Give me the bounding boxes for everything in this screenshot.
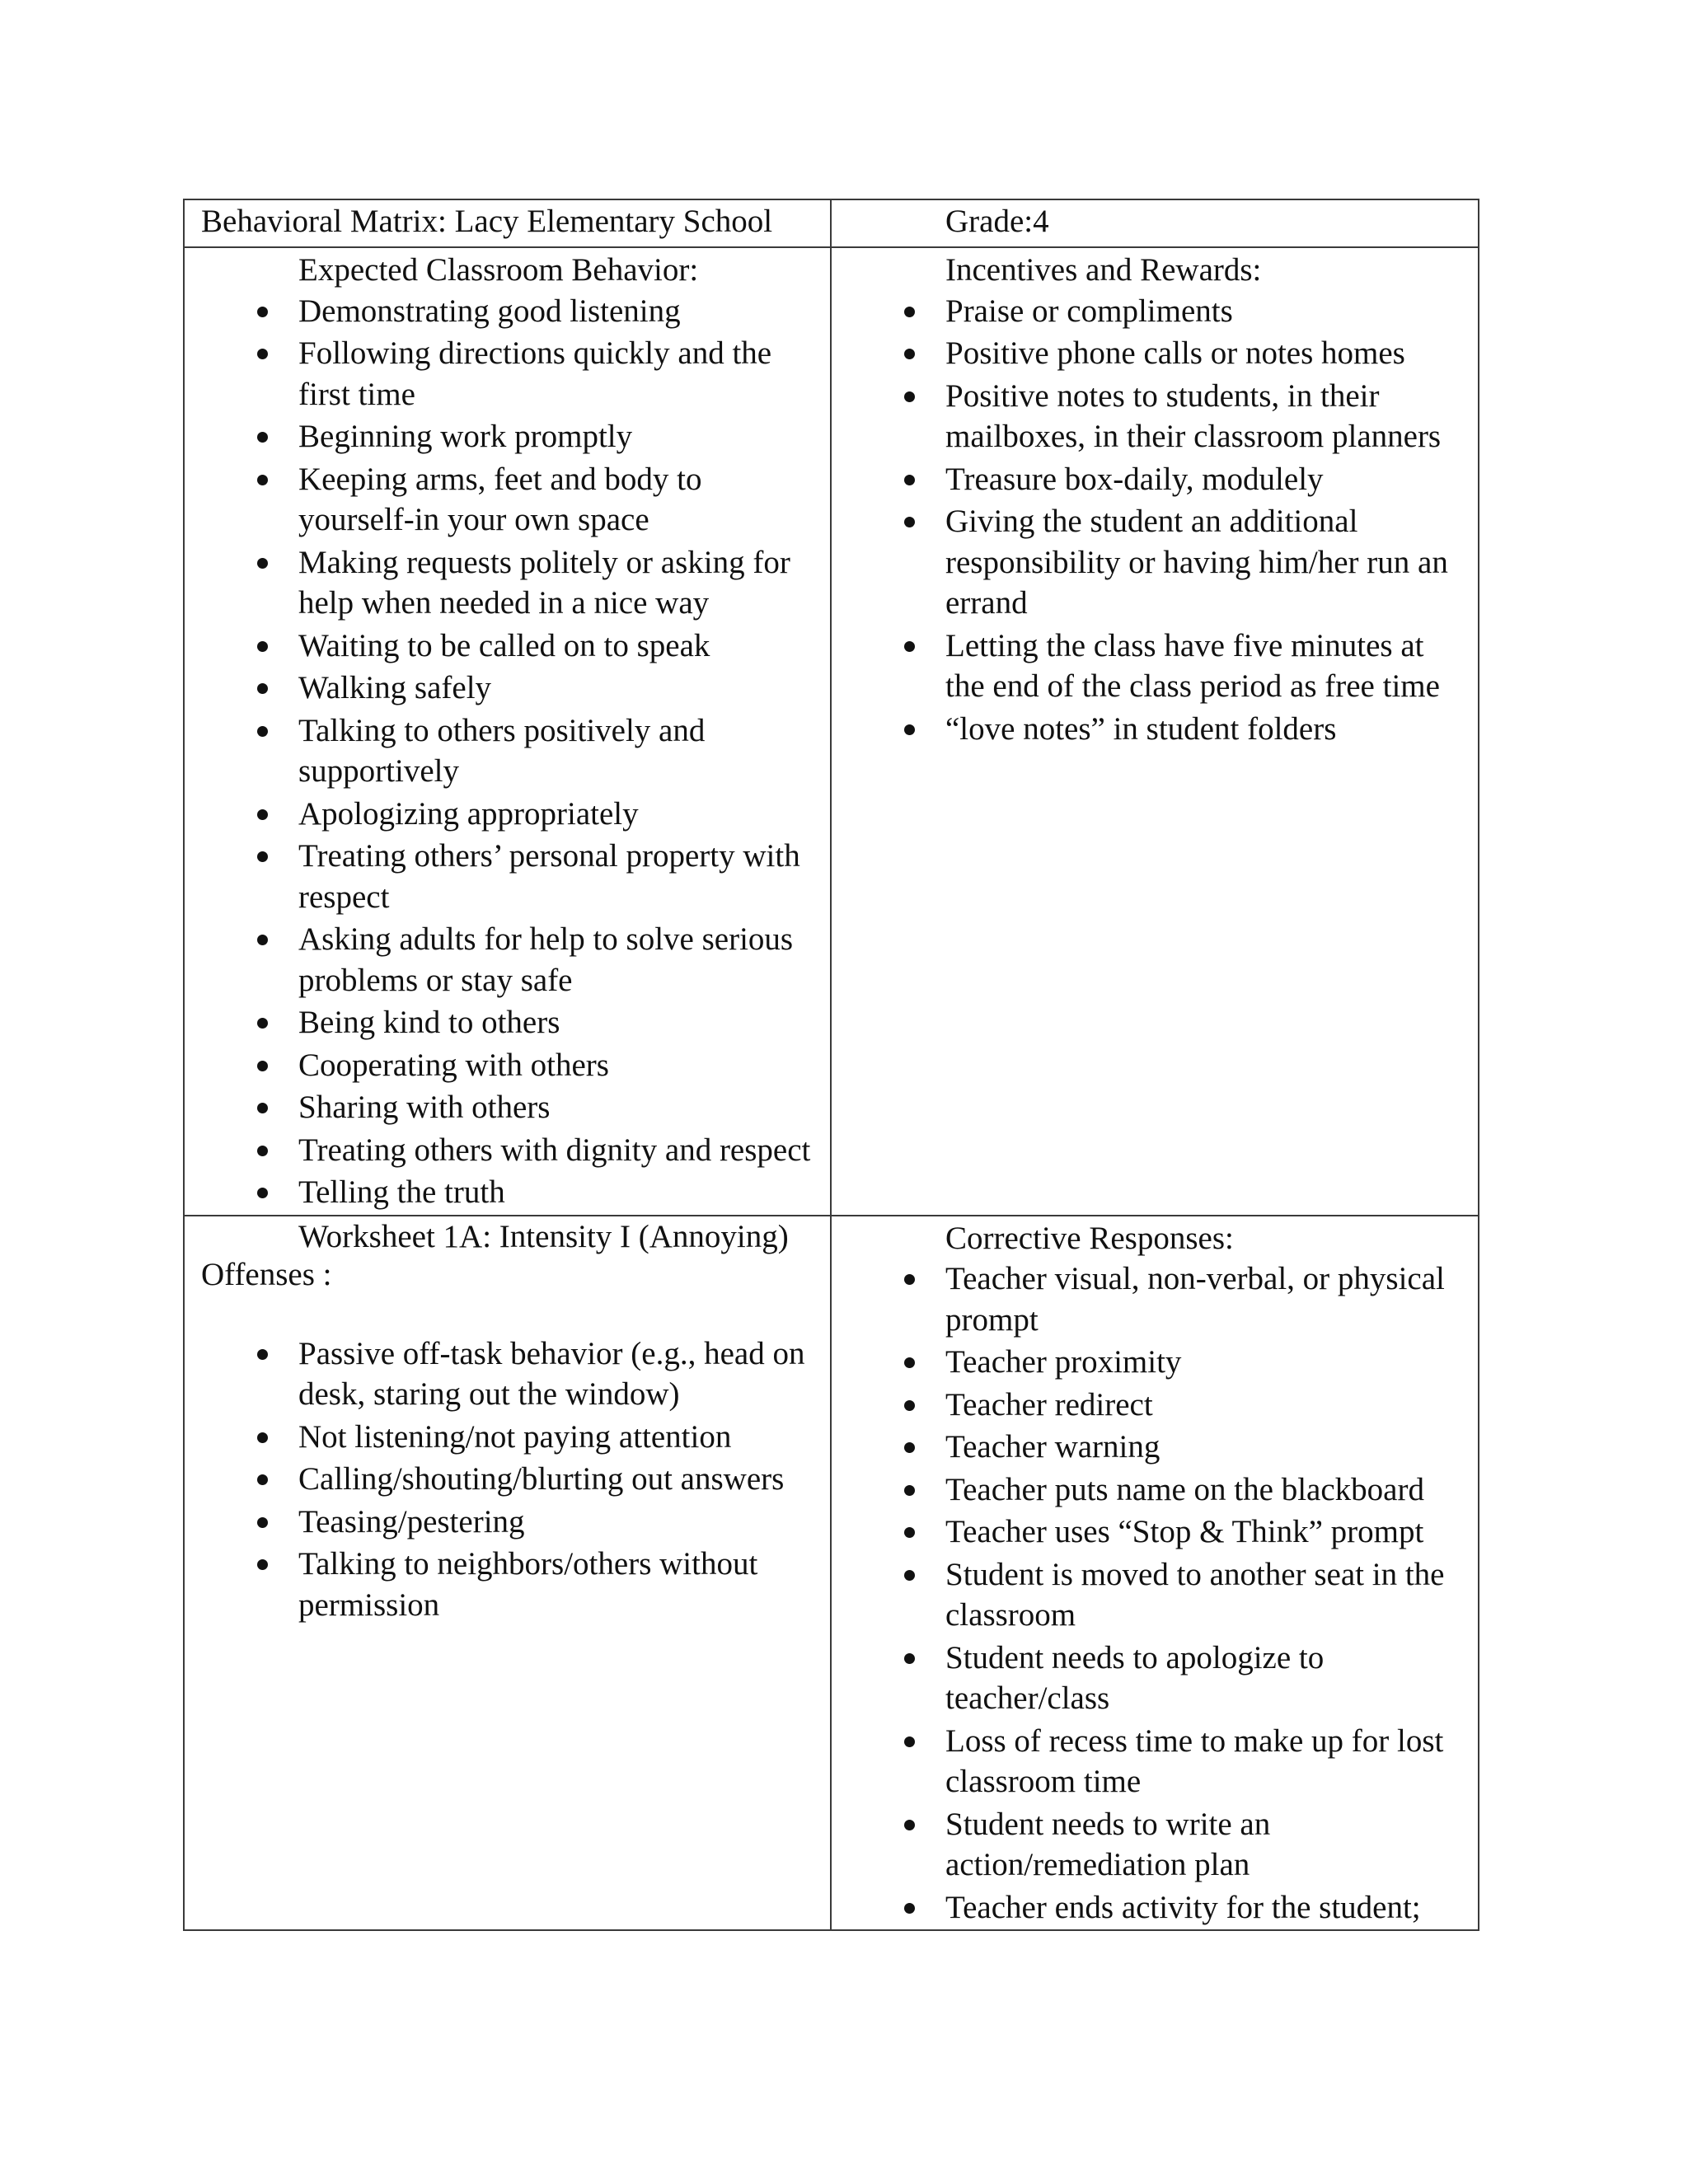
- list-item-text: Treating others with dignity and respect: [298, 1132, 811, 1168]
- list-item-text: Asking adults for help to solve serious problems or stay safe: [298, 921, 794, 998]
- bullet-icon: [904, 1570, 915, 1581]
- list-item: [201, 794, 815, 835]
- bullet-icon: [257, 809, 268, 820]
- list-item: [848, 1804, 1463, 1886]
- expected-behavior-cell: [184, 247, 831, 1216]
- list-item: [201, 1002, 815, 1043]
- bullet-icon: [257, 1188, 268, 1198]
- list-item: [848, 459, 1463, 500]
- incentives-heading: Incentives and Rewards:: [945, 252, 1262, 288]
- bullet-icon: [904, 1527, 915, 1538]
- bullet-icon: [904, 724, 915, 735]
- bullet-icon: [257, 1061, 268, 1071]
- list-item: [201, 542, 815, 624]
- matrix-title: Behavioral Matrix: Lacy Elementary School: [201, 204, 773, 239]
- incentives-list: [848, 291, 1463, 750]
- list-item-text: Following directions quickly and the first time: [298, 335, 772, 412]
- corrective-list: [848, 1258, 1463, 1928]
- expected-behavior-heading: Expected Classroom Behavior:: [298, 252, 699, 288]
- list-item-text: Student needs to apologize to teacher/class: [945, 1639, 1325, 1716]
- list-item: [848, 1721, 1463, 1802]
- bullet-icon: [257, 349, 268, 359]
- bullet-icon: [257, 726, 268, 737]
- grade-label: Grade:4: [945, 204, 1049, 239]
- offenses-spacer: [201, 1294, 815, 1333]
- list-item-text: Being kind to others: [298, 1005, 560, 1040]
- list-item-text: Demonstrating good listening: [298, 293, 681, 329]
- bullet-icon: [257, 558, 268, 569]
- list-item: [848, 1554, 1463, 1636]
- bullet-icon: [257, 432, 268, 443]
- bullet-icon: [257, 1432, 268, 1443]
- bullet-icon: [904, 1820, 915, 1830]
- behavioral-matrix-table: [183, 199, 1479, 1931]
- offenses-cell: [184, 1216, 831, 1931]
- incentives-cell: [831, 247, 1479, 1216]
- list-item: [201, 416, 815, 457]
- expected-behavior-list: [201, 291, 815, 1213]
- list-item: [848, 1511, 1463, 1553]
- list-item: [201, 1172, 815, 1213]
- list-item: [201, 291, 815, 332]
- list-item: [201, 1544, 815, 1625]
- bullet-icon: [257, 935, 268, 945]
- bullet-icon: [257, 641, 268, 652]
- list-item-text: Letting the class have five minutes at the end of the class period as free time: [945, 627, 1440, 704]
- list-item: [201, 1459, 815, 1500]
- matrix-title-cell: [184, 199, 831, 247]
- list-item-text: Talking to neighbors/others without permission: [298, 1546, 758, 1623]
- list-item-text: Walking safely: [298, 670, 492, 705]
- list-item: [201, 710, 815, 792]
- list-item-text: Beginning work promptly: [298, 419, 633, 454]
- list-item-text: Loss of recess time to make up for lost classroom time: [945, 1722, 1444, 1799]
- list-item-text: Sharing with others: [298, 1090, 551, 1125]
- list-item: [848, 1385, 1463, 1426]
- list-item: [201, 1333, 815, 1415]
- list-item-text: Student needs to write an action/remediation plan: [945, 1806, 1271, 1882]
- list-item-text: Not listening/not paying attention: [298, 1418, 732, 1455]
- list-item-text: Teacher redirect: [945, 1386, 1153, 1422]
- list-item: [848, 501, 1463, 624]
- list-item-text: Positive phone calls or notes homes: [945, 335, 1405, 371]
- bullet-icon: [904, 1736, 915, 1747]
- list-item-text: Calling/shouting/blurting out answers: [298, 1461, 785, 1497]
- bullet-icon: [257, 1103, 268, 1113]
- list-item-text: Praise or compliments: [945, 293, 1233, 329]
- bullet-icon: [257, 1018, 268, 1029]
- list-item-text: Waiting to be called on to speak: [298, 627, 710, 663]
- bullet-icon: [257, 1349, 268, 1360]
- bullet-icon: [257, 1146, 268, 1156]
- list-item-text: Student is moved to another seat in the classroom: [945, 1556, 1445, 1633]
- list-item: [201, 1130, 815, 1171]
- list-item: [201, 836, 815, 917]
- bullet-icon: [257, 851, 268, 862]
- list-item-text: Giving the student an additional responsibility or having him/her run an errand: [945, 504, 1448, 621]
- bullet-icon: [257, 683, 268, 694]
- list-item-text: Teacher uses “Stop & Think” prompt: [945, 1514, 1424, 1549]
- bullet-icon: [904, 1274, 915, 1285]
- grade-cell: [831, 199, 1479, 247]
- matrix-row-offenses: [184, 1216, 1479, 1931]
- bullet-icon: [904, 349, 915, 359]
- list-item: [848, 626, 1463, 707]
- list-item: [201, 1045, 815, 1086]
- list-item-text: Teacher warning: [945, 1429, 1160, 1465]
- bullet-icon: [904, 1903, 915, 1914]
- list-item: [848, 1427, 1463, 1468]
- list-item: [201, 919, 815, 1001]
- list-item: [848, 1469, 1463, 1511]
- bullet-icon: [257, 307, 268, 317]
- list-item-text: Teacher puts name on the blackboard: [945, 1471, 1424, 1507]
- bullet-icon: [904, 1653, 915, 1664]
- list-item-text: “love notes” in student folders: [945, 710, 1337, 747]
- bullet-icon: [904, 641, 915, 652]
- corrective-heading: Corrective Responses:: [945, 1220, 1234, 1256]
- list-item-text: Passive off-task behavior (e.g., head on desk, staring out the window): [298, 1335, 805, 1412]
- bullet-icon: [904, 517, 915, 527]
- list-item-text: Teacher visual, non-verbal, or physical prompt: [945, 1261, 1445, 1338]
- matrix-header-row: [184, 199, 1479, 247]
- list-item: [201, 459, 815, 541]
- list-item: [201, 668, 815, 709]
- list-item-text: Treasure box-daily, modulely: [945, 461, 1324, 497]
- list-item: [201, 626, 815, 667]
- list-item-text: Apologizing appropriately: [298, 795, 639, 832]
- bullet-icon: [904, 475, 915, 485]
- bullet-icon: [904, 1485, 915, 1496]
- list-item-text: Teacher proximity: [945, 1344, 1182, 1380]
- list-item: [848, 376, 1463, 457]
- list-item-text: Teasing/pestering: [298, 1503, 525, 1540]
- bullet-icon: [904, 1400, 915, 1411]
- bullet-icon: [904, 307, 915, 317]
- list-item-text: Cooperating with others: [298, 1047, 609, 1083]
- matrix-row-behavior: [184, 247, 1479, 1216]
- bullet-icon: [904, 391, 915, 402]
- list-item-text: Talking to others positively and supportively: [298, 712, 706, 789]
- list-item-text: Positive notes to students, in their mailboxes, in their classroom planners: [945, 377, 1442, 454]
- list-item-text: Treating others’ personal property with respect: [298, 838, 800, 915]
- list-item: [201, 1087, 815, 1128]
- bullet-icon: [904, 1357, 915, 1368]
- list-item: [848, 1638, 1463, 1719]
- offenses-heading: Worksheet 1A: Intensity I (Annoying) Offenses :: [201, 1218, 789, 1292]
- offenses-list: [201, 1333, 815, 1626]
- list-item-text: Keeping arms, feet and body to yourself-in your own space: [298, 461, 702, 537]
- list-item: [201, 333, 815, 415]
- list-item-text: Teacher ends activity for the student;: [945, 1889, 1421, 1925]
- bullet-icon: [257, 1517, 268, 1528]
- list-item: [201, 1417, 815, 1458]
- list-item: [848, 333, 1463, 374]
- list-item: [848, 1342, 1463, 1383]
- bullet-icon: [257, 475, 268, 485]
- bullet-icon: [257, 1474, 268, 1485]
- list-item: [848, 709, 1463, 750]
- bullet-icon: [904, 1442, 915, 1453]
- list-item: [848, 1887, 1463, 1929]
- bullet-icon: [257, 1559, 268, 1570]
- list-item-text: Making requests politely or asking for help when needed in a nice way: [298, 544, 790, 621]
- list-item: [201, 1502, 815, 1543]
- corrective-cell: [831, 1216, 1479, 1931]
- list-item: [848, 1258, 1463, 1340]
- list-item-text: Telling the truth: [298, 1174, 505, 1210]
- list-item: [848, 291, 1463, 332]
